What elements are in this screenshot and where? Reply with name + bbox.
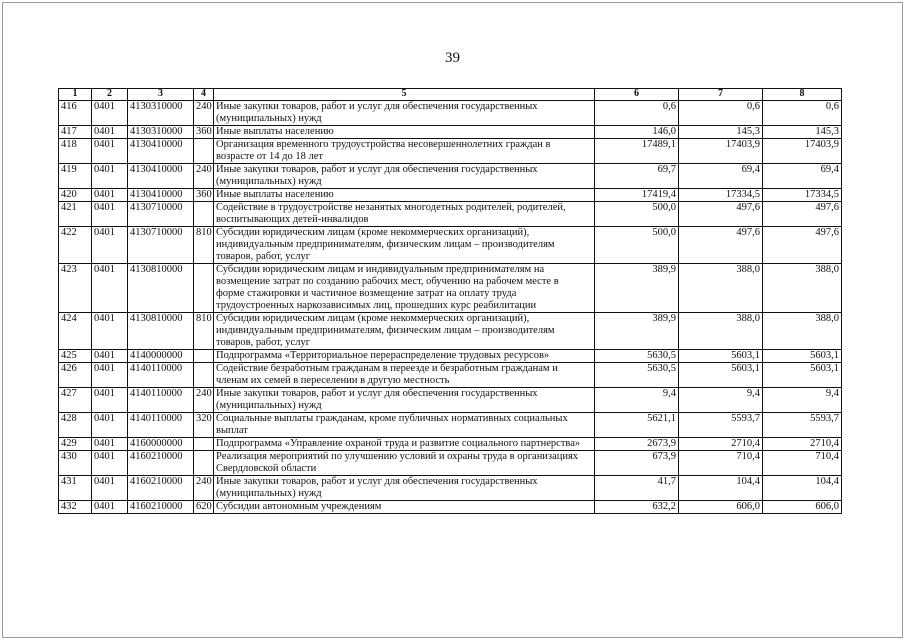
item-name-cell	[214, 202, 595, 227]
amount-col7-cell: 17334,5	[679, 189, 763, 202]
amount-col6-cell: 5621,1	[595, 413, 679, 438]
item-name-line: форме стажировки и частичное возмещение затрат на оплату труда	[216, 288, 517, 299]
table-row	[59, 202, 842, 227]
item-name-line: возмещение затрат по созданию рабочих мест, обучению на рабочем месте в	[216, 276, 559, 287]
item-name-line: индивидуальным предпринимателям, физическим лицам – производителям	[216, 239, 555, 250]
row-number-cell: 423	[59, 264, 92, 313]
column-header: 1	[59, 89, 92, 101]
amount-col8-cell: 145,3	[763, 126, 842, 139]
section-code-cell: 0401	[92, 189, 128, 202]
expense-type-cell: 320	[194, 413, 214, 438]
row-number-cell: 420	[59, 189, 92, 202]
expense-type-cell: 810	[194, 313, 214, 350]
item-name-cell	[214, 451, 595, 476]
amount-col7-cell: 145,3	[679, 126, 763, 139]
amount-col6-cell: 2673,9	[595, 438, 679, 451]
section-code-cell: 0401	[92, 139, 128, 164]
column-header: 8	[763, 89, 842, 101]
amount-col7-cell: 497,6	[679, 202, 763, 227]
amount-col8-cell: 9,4	[763, 388, 842, 413]
item-name-cell	[214, 413, 595, 438]
item-name-line: выплат	[216, 425, 248, 436]
column-header: 7	[679, 89, 763, 101]
amount-col6-cell: 389,9	[595, 264, 679, 313]
amount-col7-cell: 5603,1	[679, 363, 763, 388]
row-number-cell: 416	[59, 101, 92, 126]
target-article-cell: 4130710000	[128, 227, 194, 264]
section-code-cell: 0401	[92, 451, 128, 476]
table-row	[59, 476, 842, 501]
expense-type-cell: 240	[194, 388, 214, 413]
row-number-cell: 429	[59, 438, 92, 451]
item-name-cell	[214, 501, 595, 514]
item-name-line: Субсидии автономным учреждениям	[216, 501, 382, 512]
section-code-cell: 0401	[92, 313, 128, 350]
item-name-line: (муниципальных) нужд	[216, 488, 322, 499]
amount-col8-cell: 69,4	[763, 164, 842, 189]
item-name-line: Иные выплаты населению	[216, 126, 334, 137]
row-number-cell: 422	[59, 227, 92, 264]
target-article-cell: 4130710000	[128, 202, 194, 227]
page-number: 39	[445, 50, 460, 66]
amount-col8-cell: 2710,4	[763, 438, 842, 451]
amount-col7-cell: 2710,4	[679, 438, 763, 451]
target-article-cell: 4130410000	[128, 139, 194, 164]
expense-type-cell	[194, 350, 214, 363]
item-name-line: Содействие безработным гражданам в переезде и безработным гражданам и	[216, 363, 558, 374]
amount-col8-cell: 5603,1	[763, 350, 842, 363]
target-article-cell: 4160210000	[128, 476, 194, 501]
table-row	[59, 363, 842, 388]
target-article-cell: 4140110000	[128, 413, 194, 438]
item-name-line: Иные закупки товаров, работ и услуг для обеспечения государственных	[216, 388, 538, 399]
table-row	[59, 126, 842, 139]
item-name-cell	[214, 438, 595, 451]
item-name-line: Иные закупки товаров, работ и услуг для обеспечения государственных	[216, 164, 538, 175]
section-code-cell: 0401	[92, 363, 128, 388]
item-name-cell	[214, 101, 595, 126]
table-row	[59, 451, 842, 476]
target-article-cell: 4130310000	[128, 126, 194, 139]
amount-col6-cell: 41,7	[595, 476, 679, 501]
item-name-line: товаров, работ, услуг	[216, 251, 311, 262]
expense-type-cell: 360	[194, 126, 214, 139]
expense-type-cell: 240	[194, 101, 214, 126]
section-code-cell: 0401	[92, 413, 128, 438]
row-number-cell: 428	[59, 413, 92, 438]
table-row	[59, 264, 842, 313]
amount-col6-cell: 632,2	[595, 501, 679, 514]
item-name-cell	[214, 388, 595, 413]
target-article-cell: 4130810000	[128, 313, 194, 350]
expense-type-cell: 620	[194, 501, 214, 514]
section-code-cell: 0401	[92, 476, 128, 501]
row-number-cell: 427	[59, 388, 92, 413]
amount-col6-cell: 5630,5	[595, 350, 679, 363]
table-row	[59, 350, 842, 363]
amount-col8-cell: 5603,1	[763, 363, 842, 388]
section-code-cell: 0401	[92, 126, 128, 139]
section-code-cell: 0401	[92, 438, 128, 451]
table-row	[59, 388, 842, 413]
amount-col7-cell: 5593,7	[679, 413, 763, 438]
item-name-line: Подпрограмма «Управление охраной труда и развитие социального партнерства»	[216, 438, 581, 449]
column-header: 2	[92, 89, 128, 101]
item-name-cell	[214, 350, 595, 363]
amount-col8-cell: 5593,7	[763, 413, 842, 438]
amount-col7-cell: 0,6	[679, 101, 763, 126]
target-article-cell: 4160210000	[128, 451, 194, 476]
item-name-line: Социальные выплаты гражданам, кроме публичных нормативных социальных	[216, 413, 568, 424]
amount-col7-cell: 497,6	[679, 227, 763, 264]
amount-col7-cell: 606,0	[679, 501, 763, 514]
row-number-cell: 425	[59, 350, 92, 363]
amount-col6-cell: 5630,5	[595, 363, 679, 388]
target-article-cell: 4140110000	[128, 363, 194, 388]
table-row	[59, 413, 842, 438]
table-row	[59, 438, 842, 451]
item-name-line: индивидуальным предпринимателям, физическим лицам – производителям	[216, 325, 555, 336]
item-name-cell	[214, 189, 595, 202]
item-name-line: (муниципальных) нужд	[216, 176, 322, 187]
column-header: 6	[595, 89, 679, 101]
table-row	[59, 501, 842, 514]
expense-type-cell: 810	[194, 227, 214, 264]
item-name-cell	[214, 126, 595, 139]
row-number-cell: 418	[59, 139, 92, 164]
table-row	[59, 189, 842, 202]
row-number-cell: 424	[59, 313, 92, 350]
amount-col8-cell: 497,6	[763, 227, 842, 264]
row-number-cell: 431	[59, 476, 92, 501]
expense-type-cell	[194, 451, 214, 476]
amount-col6-cell: 17489,1	[595, 139, 679, 164]
target-article-cell: 4130410000	[128, 164, 194, 189]
expense-type-cell: 360	[194, 189, 214, 202]
expense-type-cell	[194, 202, 214, 227]
amount-col7-cell: 17403,9	[679, 139, 763, 164]
target-article-cell: 4160210000	[128, 501, 194, 514]
row-number-cell: 421	[59, 202, 92, 227]
row-number-cell: 419	[59, 164, 92, 189]
amount-col7-cell: 388,0	[679, 313, 763, 350]
item-name-cell	[214, 313, 595, 350]
item-name-line: трудоустроенных наркозависимых лиц, прошедших курс реабилитации	[216, 300, 537, 311]
amount-col7-cell: 9,4	[679, 388, 763, 413]
table-row	[59, 101, 842, 126]
amount-col7-cell: 5603,1	[679, 350, 763, 363]
amount-col8-cell: 17334,5	[763, 189, 842, 202]
budget-table	[58, 88, 842, 514]
amount-col8-cell: 606,0	[763, 501, 842, 514]
item-name-line: членам их семей в переселении в другую местность	[216, 375, 450, 386]
expense-type-cell: 240	[194, 164, 214, 189]
item-name-line: (муниципальных) нужд	[216, 400, 322, 411]
amount-col6-cell: 389,9	[595, 313, 679, 350]
amount-col8-cell: 388,0	[763, 264, 842, 313]
section-code-cell: 0401	[92, 202, 128, 227]
item-name-cell	[214, 164, 595, 189]
item-name-line: Иные выплаты населению	[216, 189, 334, 200]
item-name-line: Свердловской области	[216, 463, 317, 474]
target-article-cell: 4140000000	[128, 350, 194, 363]
amount-col8-cell: 710,4	[763, 451, 842, 476]
amount-col7-cell: 710,4	[679, 451, 763, 476]
column-header: 3	[128, 89, 194, 101]
item-name-line: товаров, работ, услуг	[216, 337, 311, 348]
item-name-line: Субсидии юридическим лицам и индивидуальным предпринимателям на	[216, 264, 545, 275]
amount-col6-cell: 0,6	[595, 101, 679, 126]
amount-col7-cell: 69,4	[679, 164, 763, 189]
amount-col7-cell: 388,0	[679, 264, 763, 313]
target-article-cell: 4140110000	[128, 388, 194, 413]
amount-col6-cell: 9,4	[595, 388, 679, 413]
amount-col8-cell: 0,6	[763, 101, 842, 126]
amount-col8-cell: 17403,9	[763, 139, 842, 164]
expense-type-cell: 240	[194, 476, 214, 501]
row-number-cell: 426	[59, 363, 92, 388]
item-name-line: Содействие в трудоустройстве незанятых многодетных родителей, родителей,	[216, 202, 566, 213]
target-article-cell: 4160000000	[128, 438, 194, 451]
table-row	[59, 139, 842, 164]
expense-type-cell	[194, 363, 214, 388]
item-name-cell	[214, 363, 595, 388]
amount-col6-cell: 146,0	[595, 126, 679, 139]
item-name-cell	[214, 139, 595, 164]
item-name-cell	[214, 476, 595, 501]
section-code-cell: 0401	[92, 264, 128, 313]
item-name-line: воспитывающих детей-инвалидов	[216, 214, 369, 225]
header-row	[59, 89, 842, 101]
column-header: 5	[214, 89, 595, 101]
table-row	[59, 164, 842, 189]
amount-col6-cell: 500,0	[595, 202, 679, 227]
amount-col6-cell: 673,9	[595, 451, 679, 476]
section-code-cell: 0401	[92, 101, 128, 126]
item-name-cell	[214, 264, 595, 313]
table-row	[59, 227, 842, 264]
amount-col6-cell: 500,0	[595, 227, 679, 264]
target-article-cell: 4130310000	[128, 101, 194, 126]
section-code-cell: 0401	[92, 501, 128, 514]
row-number-cell: 432	[59, 501, 92, 514]
item-name-cell	[214, 227, 595, 264]
item-name-line: Иные закупки товаров, работ и услуг для обеспечения государственных	[216, 476, 538, 487]
amount-col7-cell: 104,4	[679, 476, 763, 501]
item-name-line: Реализация мероприятий по улучшению условий и охраны труда в организациях	[216, 451, 579, 462]
target-article-cell: 4130810000	[128, 264, 194, 313]
section-code-cell: 0401	[92, 227, 128, 264]
item-name-line: возрасте от 14 до 18 лет	[216, 151, 324, 162]
section-code-cell: 0401	[92, 164, 128, 189]
amount-col8-cell: 497,6	[763, 202, 842, 227]
item-name-line: Иные закупки товаров, работ и услуг для обеспечения государственных	[216, 101, 538, 112]
amount-col6-cell: 17419,4	[595, 189, 679, 202]
item-name-line: (муниципальных) нужд	[216, 113, 322, 124]
amount-col8-cell: 104,4	[763, 476, 842, 501]
item-name-line: Субсидии юридическим лицам (кроме некоммерческих организаций),	[216, 313, 530, 324]
section-code-cell: 0401	[92, 388, 128, 413]
target-article-cell: 4130410000	[128, 189, 194, 202]
row-number-cell: 417	[59, 126, 92, 139]
amount-col8-cell: 388,0	[763, 313, 842, 350]
row-number-cell: 430	[59, 451, 92, 476]
amount-col6-cell: 69,7	[595, 164, 679, 189]
expense-type-cell	[194, 264, 214, 313]
item-name-line: Подпрограмма «Территориальное перераспределение трудовых ресурсов»	[216, 350, 550, 361]
expense-type-cell	[194, 438, 214, 451]
section-code-cell: 0401	[92, 350, 128, 363]
table-row	[59, 313, 842, 350]
item-name-line: Организация временного трудоустройства несовершеннолетних граждан в	[216, 139, 551, 150]
column-header: 4	[194, 89, 214, 101]
expense-type-cell	[194, 139, 214, 164]
item-name-line: Субсидии юридическим лицам (кроме некоммерческих организаций),	[216, 227, 530, 238]
